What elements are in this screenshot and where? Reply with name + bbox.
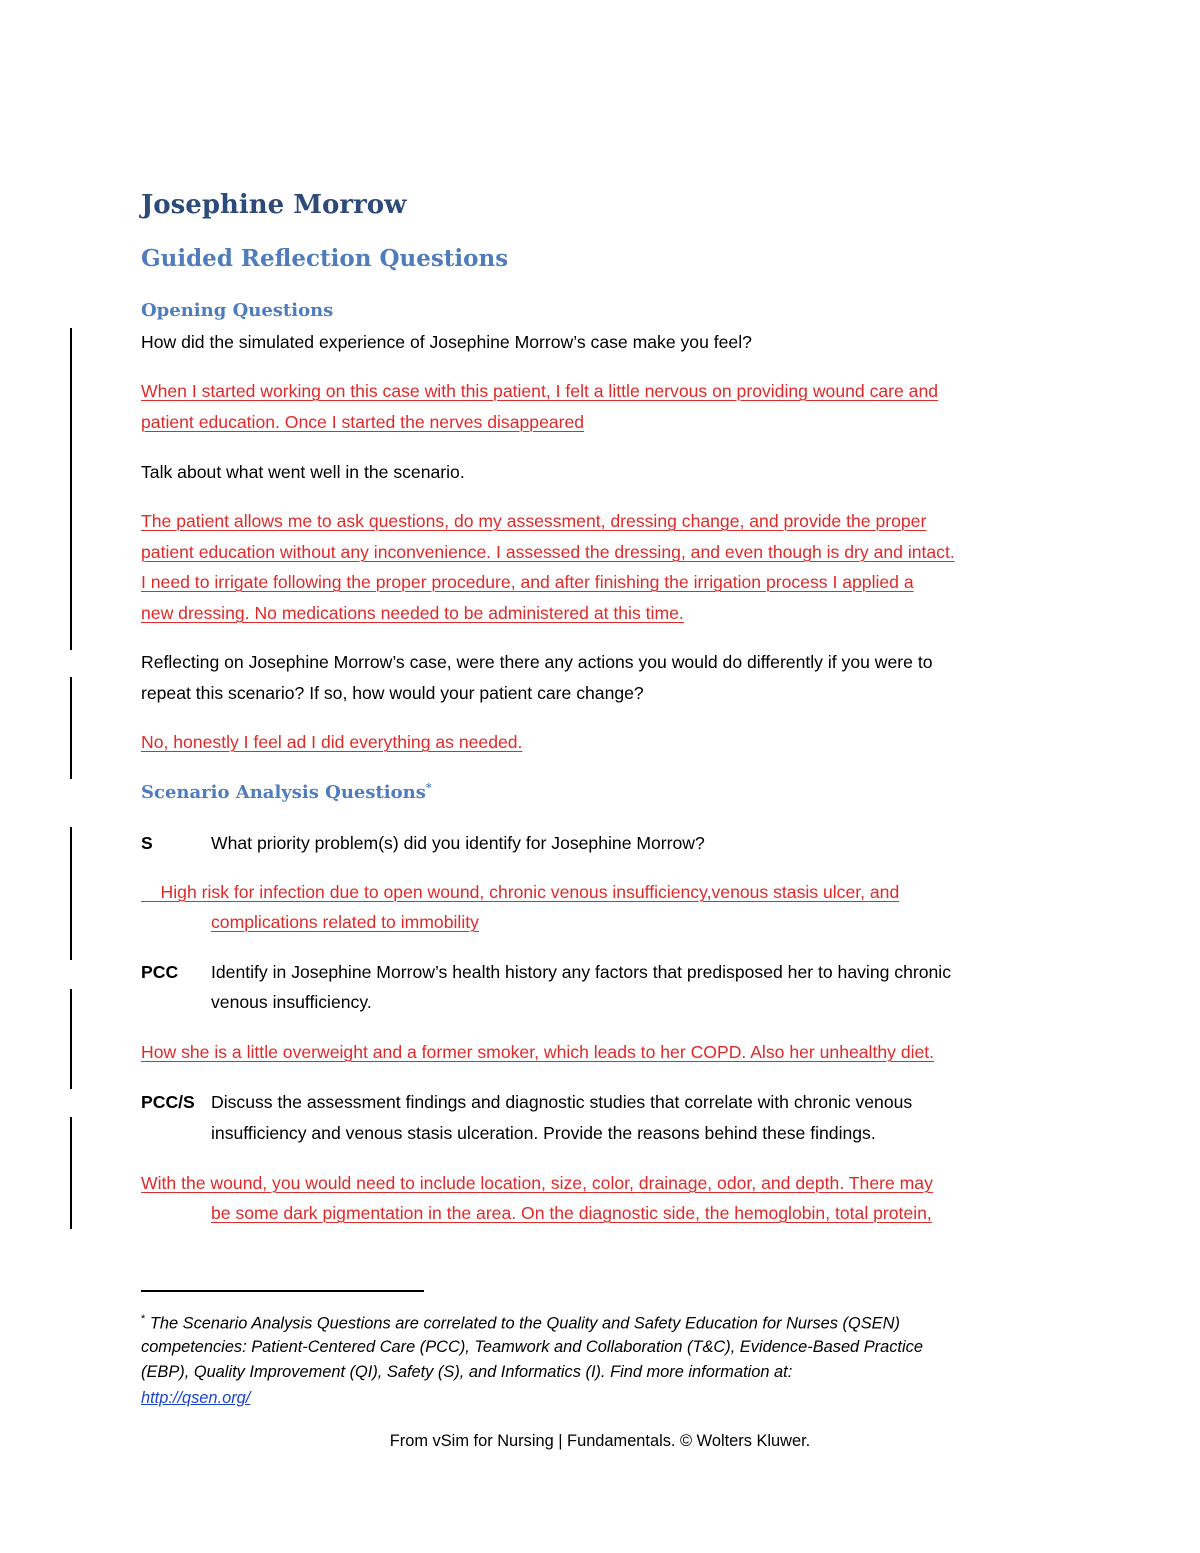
answer-2-line-1: The patient allows me to ask questions, do my assessment, dressing change, and provide the proper	[141, 511, 927, 531]
scenario-analysis-heading: Scenario Analysis Questions*	[141, 781, 432, 803]
label-s: S	[141, 833, 153, 853]
document-subtitle: Guided Reflection Questions	[141, 245, 509, 272]
pcc-question-line-1: Identify in Josephine Morrow’s health history any factors that predisposed her to having chronic	[211, 962, 951, 982]
pccs-answer-line-1: With the wound, you would need to include location, size, color, drainage, odor, and depth. There may	[141, 1173, 933, 1193]
answer-1-line-2: patient education. Once I started the nerves disappeared	[141, 412, 585, 432]
revision-bar	[70, 328, 72, 650]
label-pcc: PCC	[141, 962, 179, 982]
answer-2-line-3: I need to irrigate following the proper procedure, and after finishing the irrigation process I applied a	[141, 572, 914, 592]
s-question: What priority problem(s) did you identify for Josephine Morrow?	[211, 833, 705, 853]
revision-bar	[70, 677, 72, 779]
s-answer-line-1: High risk for infection due to open wound, chronic venous insufficiency,venous stasis ulcer, and	[141, 882, 900, 902]
label-pcc-s: PCC/S	[141, 1092, 195, 1112]
revision-bar	[70, 827, 72, 960]
pccs-question-line-2: insufficiency and venous stasis ulceration. Provide the reasons behind these findings.	[211, 1123, 876, 1143]
revision-bar	[70, 989, 72, 1089]
qsen-link[interactable]: http://qsen.org/	[141, 1389, 251, 1407]
answer-2-line-4: new dressing. No medications needed to be administered at this time.	[141, 603, 684, 623]
opening-question-1: How did the simulated experience of Josephine Morrow’s case make you feel?	[141, 332, 752, 352]
opening-question-2: Talk about what went well in the scenario.	[141, 462, 465, 482]
pccs-question-line-1: Discuss the assessment findings and diagnostic studies that correlate with chronic venous	[211, 1092, 913, 1112]
pccs-answer-line-2: be some dark pigmentation in the area. On the diagnostic side, the hemoglobin, total protein,	[211, 1203, 932, 1223]
opening-question-3-line-1: Reflecting on Josephine Morrow’s case, were there any actions you would do differently if you were to	[141, 652, 933, 672]
opening-question-3-line-2: repeat this scenario? If so, how would your patient care change?	[141, 683, 644, 703]
answer-3: No, honestly I feel ad I did everything as needed.	[141, 732, 523, 752]
footnote-line-2: competencies: Patient-Centered Care (PCC), Teamwork and Collaboration (T&C), Evidence-Based Practice	[141, 1338, 923, 1356]
footnote-separator	[141, 1290, 424, 1292]
revision-bar	[70, 1117, 72, 1229]
s-answer-line-2: complications related to immobility	[211, 912, 479, 932]
answer-1-line-1: When I started working on this case with this patient, I felt a little nervous on providing wound care and	[141, 381, 939, 401]
answer-2-line-2: patient education without any inconvenience. I assessed the dressing, and even though is dry and intact.	[141, 542, 955, 562]
pcc-answer: How she is a little overweight and a former smoker, which leads to her COPD. Also her unhealthy diet.	[141, 1042, 935, 1062]
pcc-question-line-2: venous insufficiency.	[211, 992, 372, 1012]
footnote-line-3: (EBP), Quality Improvement (QI), Safety (S), and Informatics (I). Find more information at:	[141, 1363, 793, 1381]
opening-questions-heading: Opening Questions	[141, 300, 334, 321]
footnote-line-4	[141, 1386, 250, 1411]
document-title: Josephine Morrow	[141, 190, 407, 220]
page-footer: From vSim for Nursing | Fundamentals. © Wolters Kluwer.	[389, 1432, 811, 1450]
footnote-line-1: * The Scenario Analysis Questions are correlated to the Quality and Safety Education for Nurses (QSEN)	[141, 1313, 900, 1333]
